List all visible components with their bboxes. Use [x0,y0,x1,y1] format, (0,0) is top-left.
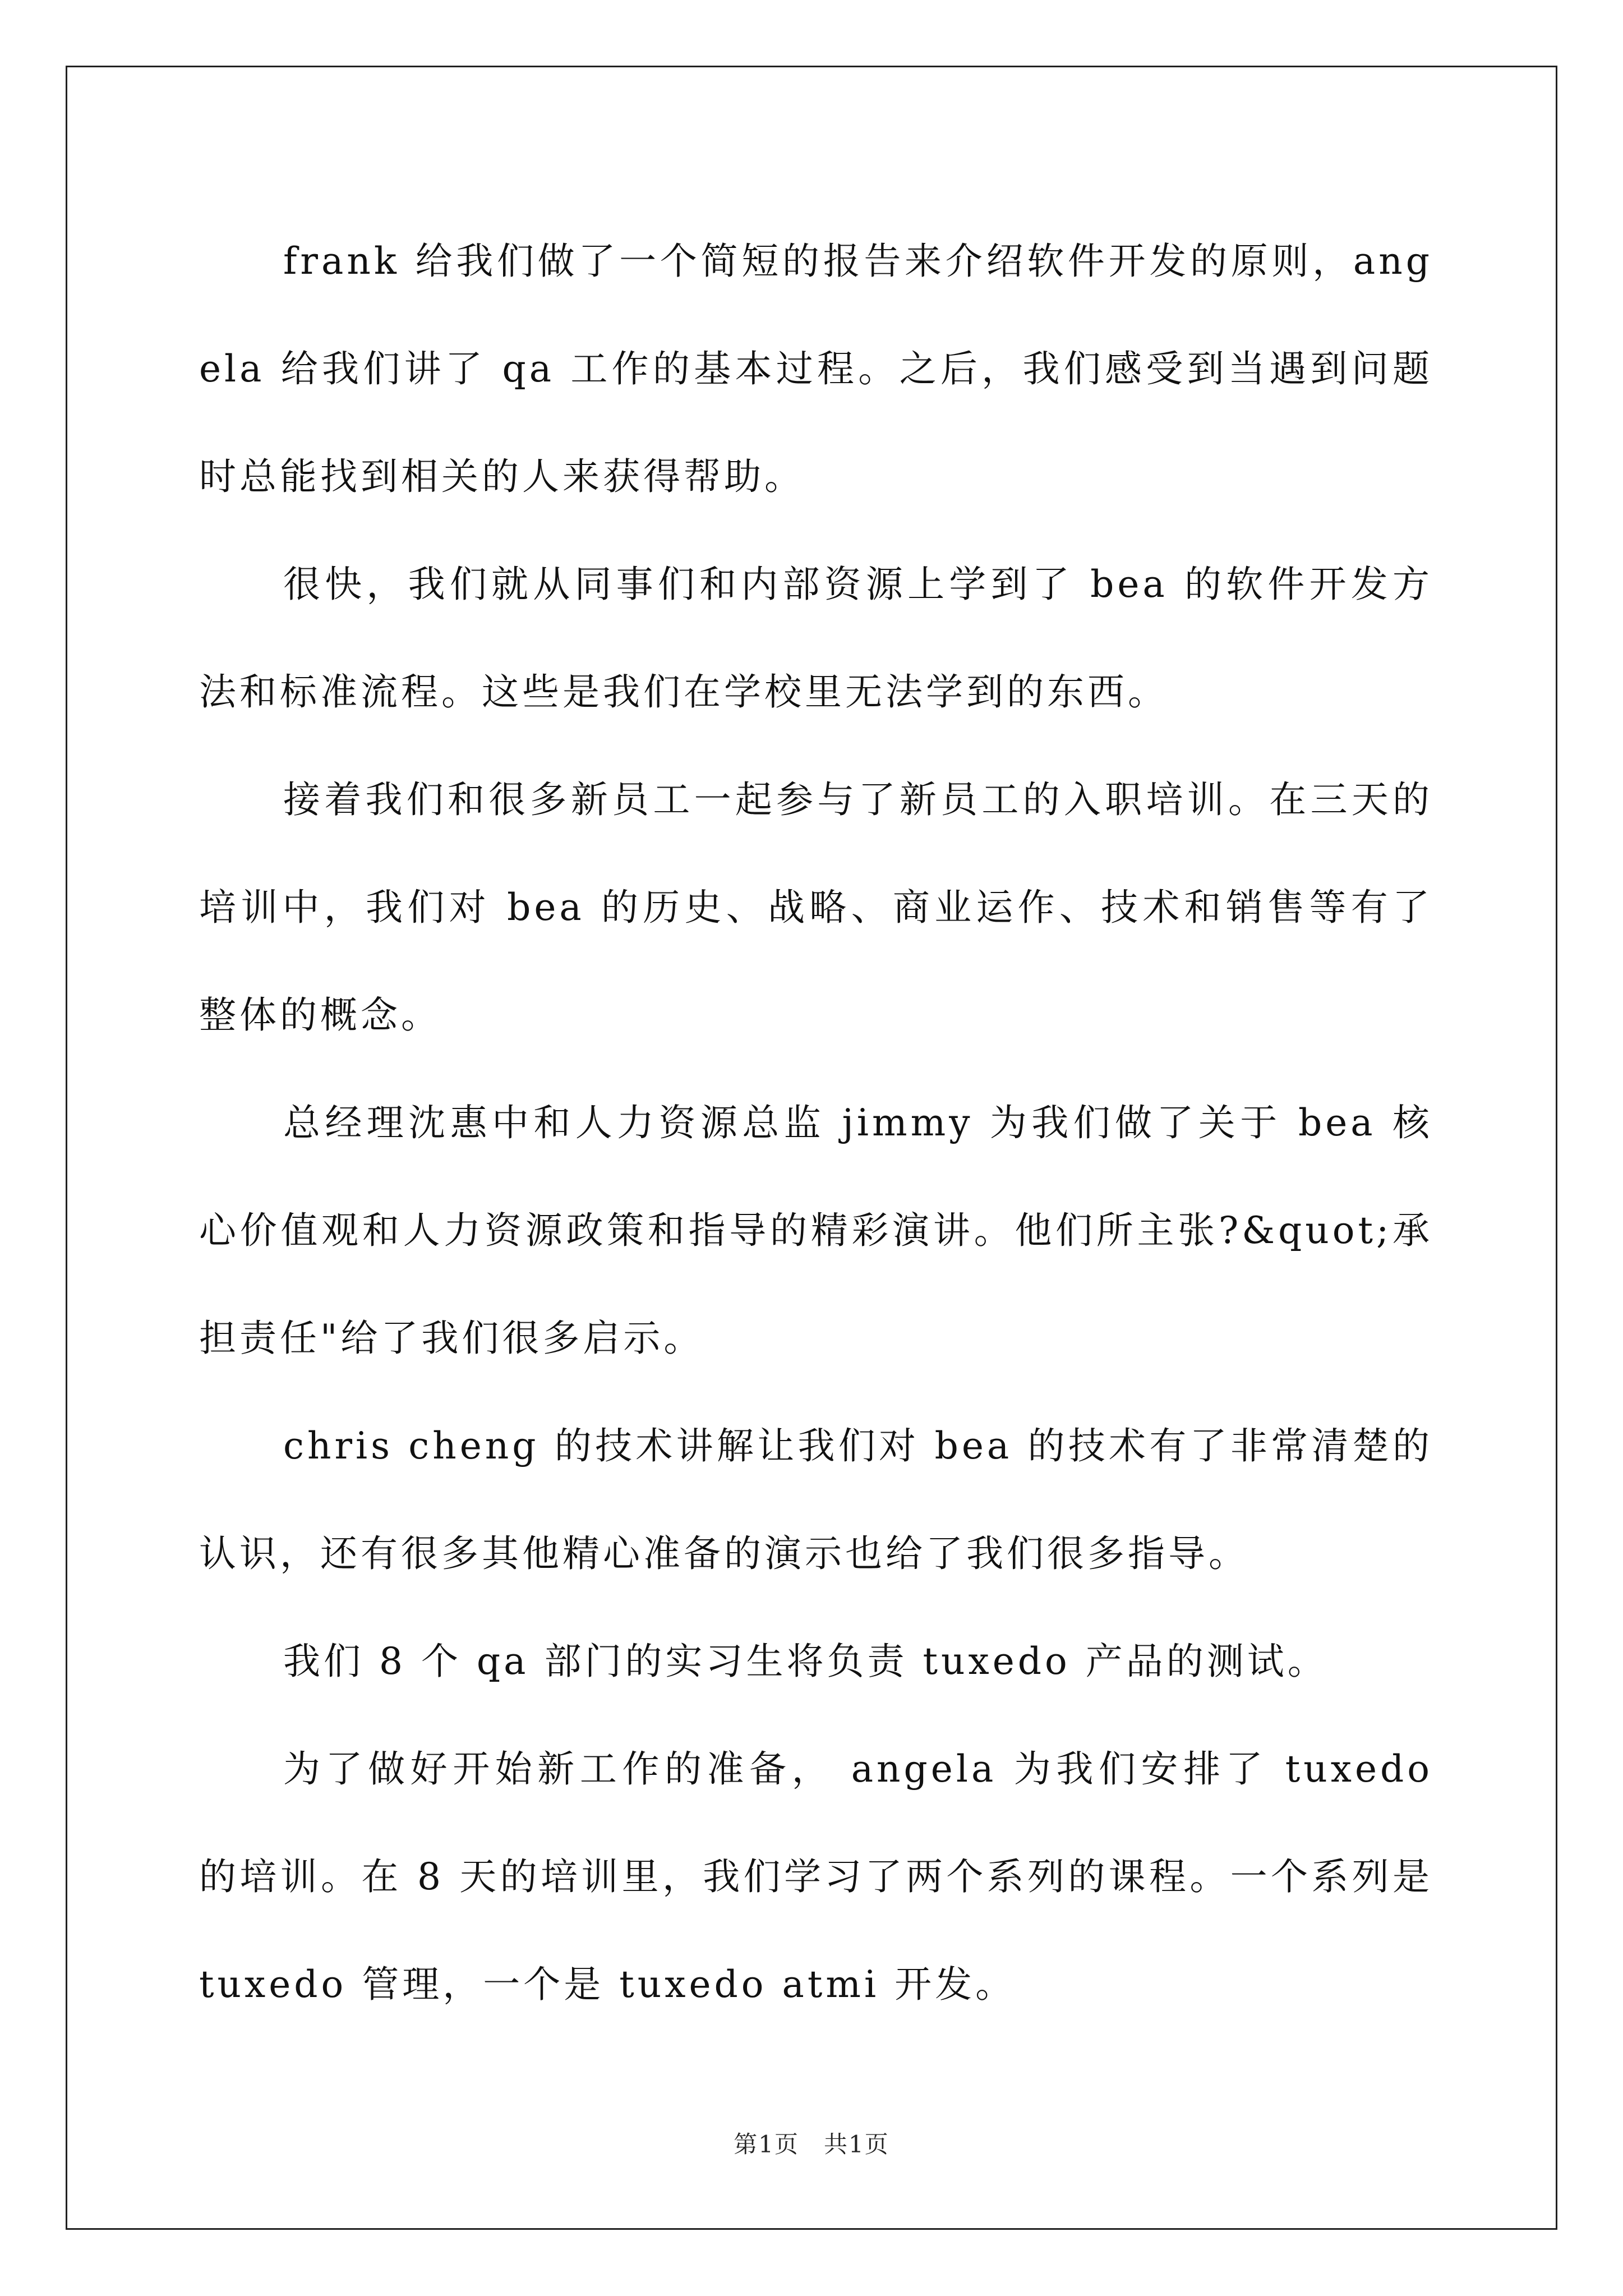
paragraph: 为了做好开始新工作的准备， angela 为我们安排了 tuxedo 的培训。在 8 天的培训里，我们学习了两个系列的课程。一个系列是 tuxedo 管理，一个是 tuxedo atmi 开发。 [199,1747,1448,2006]
paragraph: 我们 8 个 qa 部门的实习生将负责 tuxedo 产品的测试。 [283,1640,1328,1683]
paragraph: 很快，我们就从同事们和内部资源上学到了 bea 的软件开发方法和标准流程。这些是我们在学校里无法学到的东西。 [199,563,1433,714]
page-number-footer: 第1页 共1页 [734,2131,889,2158]
document-body [199,208,1448,2039]
paragraph: 接着我们和很多新员工一起参与了新员工的入职培训。在三天的培训中，我们对 bea 的历史、战略、商业运作、技术和销售等有了整体的概念。 [199,778,1433,1037]
paragraph: chris cheng 的技术讲解让我们对 bea 的技术有了非常清楚的认识，还有很多其他精心准备的演示也给了我们很多指导。 [199,1424,1433,1575]
paragraph: frank 给我们做了一个简短的报告来介绍软件开发的原则，angela 给我们讲了 qa 工作的基本过程。之后，我们感受到当遇到问题时总能找到相关的人来获得帮助。 [199,240,1433,498]
paragraph: 总经理沈惠中和人力资源总监 jimmy 为我们做了关于 bea 核心价值观和人力资源政策和指导的精彩演讲。他们所主张?&quot;承担责任"给了我们很多启示。 [199,1101,1433,1360]
